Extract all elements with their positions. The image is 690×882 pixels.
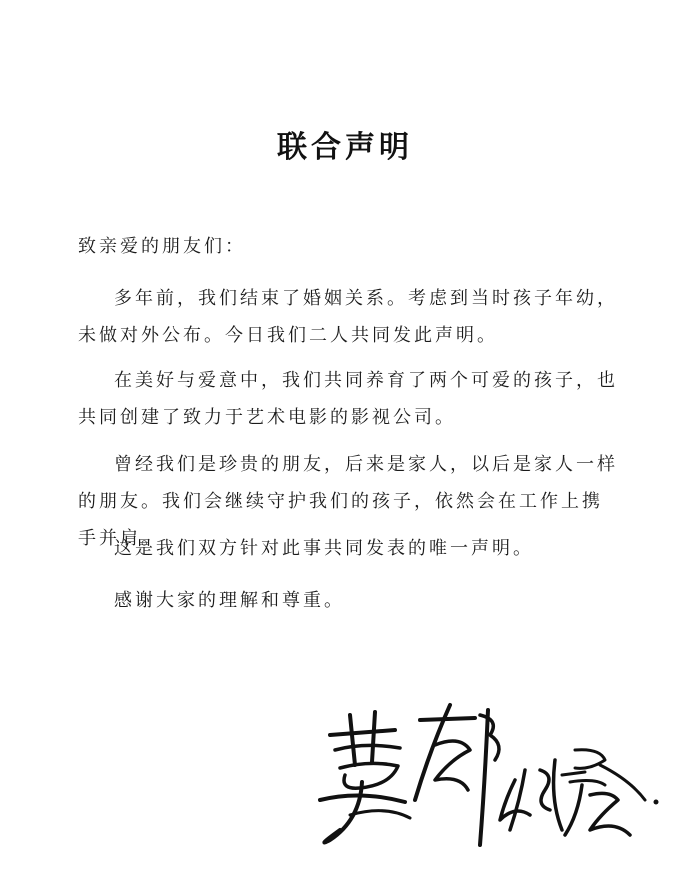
signature-second (500, 750, 659, 835)
paragraph-2: 在美好与爱意中，我们共同养育了两个可爱的孩子，也共同创建了致力于艺术电影的影视公司。 (78, 370, 618, 428)
paragraph-5: 感谢大家的理解和尊重。 (114, 590, 345, 611)
paragraph-4: 这是我们双方针对此事共同发表的唯一声明。 (114, 538, 534, 559)
paragraph-1: 多年前，我们结束了婚姻关系。考虑到当时孩子年幼，未做对外公布。今日我们二人共同发此声明。 (78, 288, 618, 346)
greeting-line: 致亲爱的朋友们： (78, 236, 246, 257)
paragraph-3: 曾经我们是珍贵的朋友，后来是家人，以后是家人一样的朋友。我们会继续守护我们的孩子，依然会在工作上携手并肩。 (78, 454, 618, 549)
document-title: 联合声明 (277, 130, 413, 165)
signature-first (320, 705, 499, 845)
handwritten-signature (300, 690, 680, 860)
